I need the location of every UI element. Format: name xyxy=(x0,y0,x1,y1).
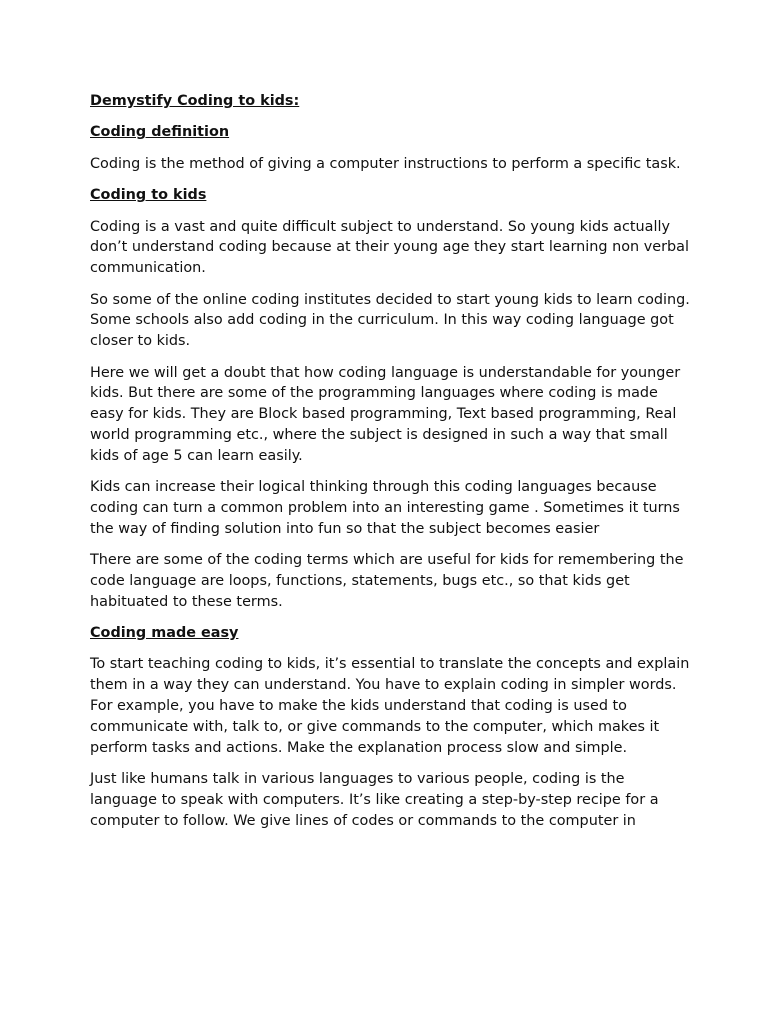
section-heading-coding-made-easy: Coding made easy xyxy=(90,625,239,642)
paragraph: Here we will get a doubt that how coding language is understandable for younger kids. But there are some of the programming languages where coding is made easy for kids. They are Block based programming, Text based programming, Real world programming etc., where the subject is designed in such a way that small kids of age 5 can learn easily. xyxy=(90,364,681,464)
paragraph: Coding is a vast and quite difficult subject to understand. So young kids actually don’t understand coding because at their young age they start learning non verbal communication. xyxy=(90,218,689,277)
section-heading-coding-to-kids: Coding to kids xyxy=(90,187,207,204)
document-page xyxy=(90,91,690,842)
paragraph: Kids can increase their logical thinking through this coding languages because coding can turn a common problem into an interesting game . Sometimes it turns the way of finding solution into fun so that the subject becomes easier xyxy=(90,479,680,537)
paragraph: There are some of the coding terms which are useful for kids for remembering the code language are loops, functions, statements, bugs etc., so that kids get habituated to these terms. xyxy=(90,552,684,610)
paragraph: To start teaching coding to kids, it’s essential to translate the concepts and explain them in a way they can understand. You have to explain coding in simpler words. For example, you have to make the kids understand that coding is used to communicate with, talk to, or give commands to the computer, which makes it perform tasks and actions. Make the explanation process slow and simple. xyxy=(90,656,690,756)
paragraph: Just like humans talk in various languages to various people, coding is the language to speak with computers. It’s like creating a step-by-step recipe for a computer to follow. We give lines of codes or commands to the computer in xyxy=(90,771,659,829)
paragraph: So some of the online coding institutes decided to start young kids to learn coding. Some schools also add coding in the curriculum. In this way coding language got closer to kids. xyxy=(90,291,690,350)
paragraph: Coding is the method of giving a computer instructions to perform a specific task. xyxy=(90,155,681,172)
document-title: Demystify Coding to kids: xyxy=(90,93,300,109)
section-heading-coding-definition: Coding definition xyxy=(90,124,230,141)
